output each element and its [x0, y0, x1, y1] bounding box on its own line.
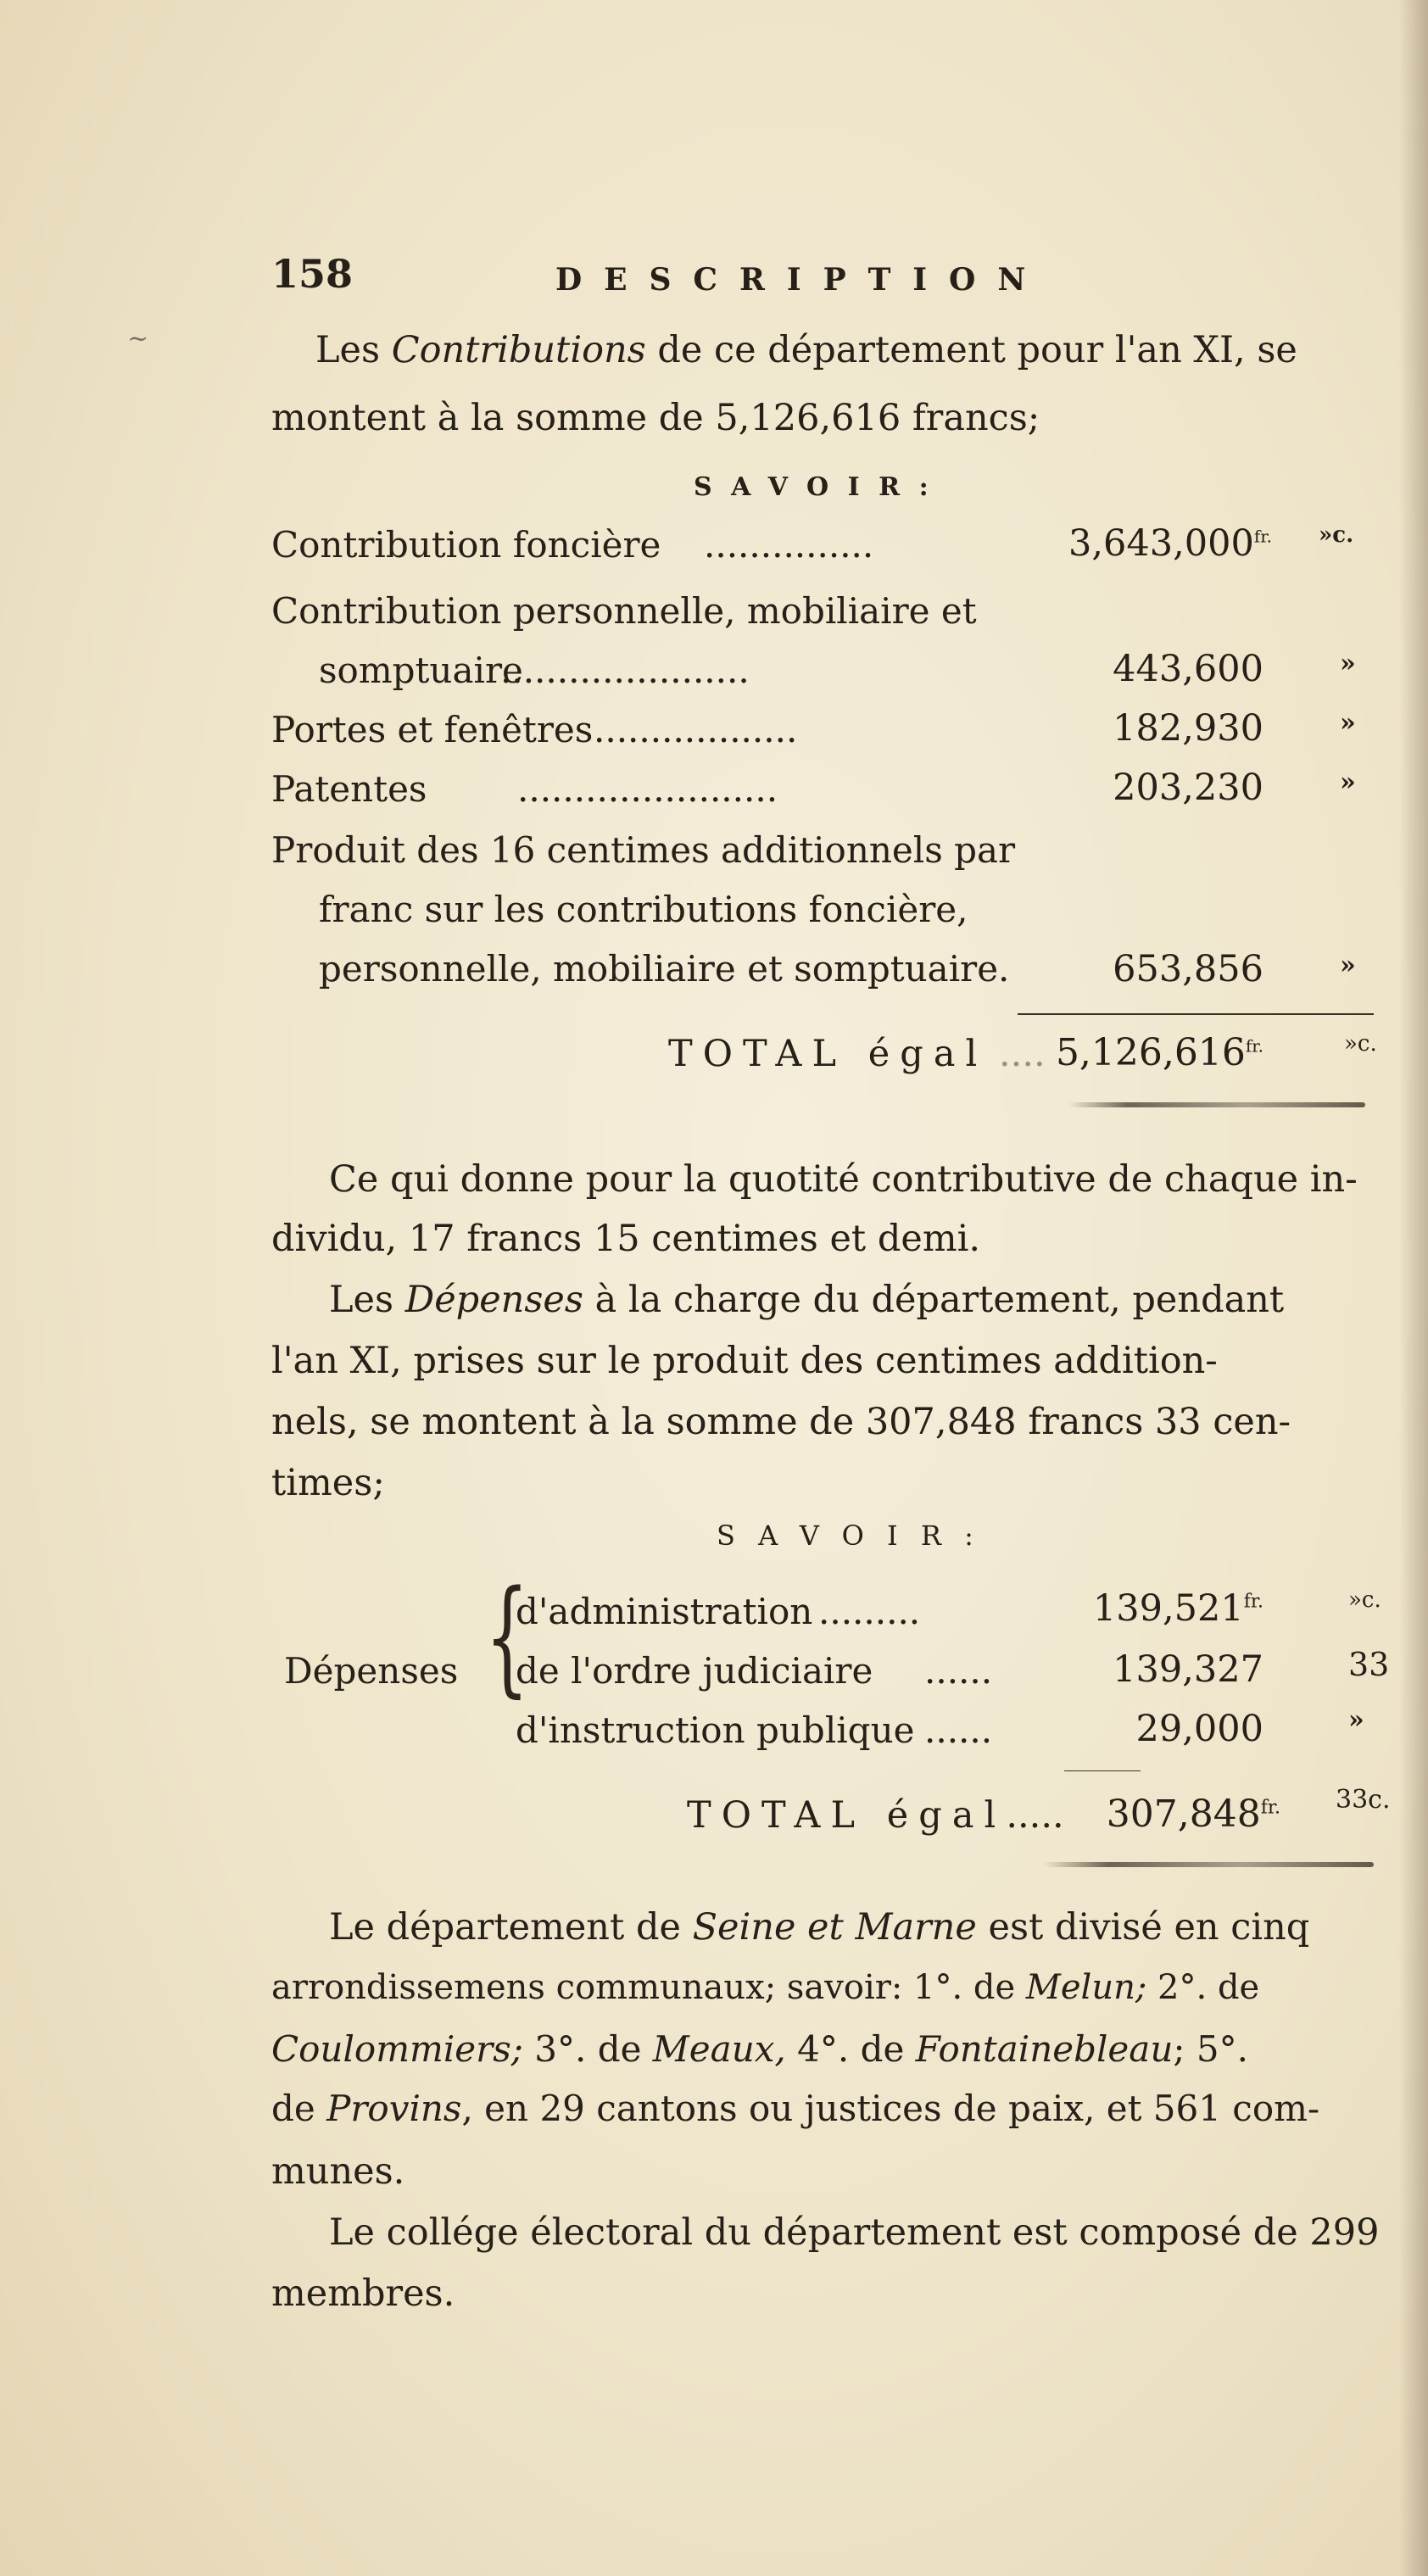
paragraph-text: Le département de [329, 1906, 693, 1949]
amount-unit: fr. [1245, 1035, 1263, 1057]
contribution-label: Portes et fenêtres [271, 709, 594, 750]
paragraph-italic: Dépenses [404, 1279, 583, 1321]
page-edge-shadow [1399, 0, 1428, 2576]
depense-cents: »c. [1348, 1587, 1381, 1613]
contribution-cents: » [1340, 649, 1356, 678]
amount-value: 3,643,000 [1068, 522, 1254, 565]
contribution-dots: ....................... [517, 768, 778, 810]
contribution-label-cont: franc sur les contributions foncière, [319, 889, 968, 930]
depense-cents: 33 [1348, 1646, 1390, 1683]
arrondissements-line-4 [271, 2088, 1320, 2129]
sum-rule [1064, 1770, 1141, 1771]
savoir-heading-2: SAVOIR: [717, 1519, 997, 1552]
paragraph-italic: Coulommiers; [271, 2028, 523, 2070]
intro-italic: Contributions [391, 329, 646, 371]
contribution-cents: »c. [1319, 522, 1354, 548]
contribution-dots: ...................... [500, 650, 750, 691]
paragraph-italic: Meaux, [652, 2028, 786, 2070]
depense-dots: ......... [818, 1591, 921, 1632]
amount-unit: fr. [1253, 526, 1272, 547]
depense-cents: » [1348, 1705, 1364, 1735]
amount-value: 139,521 [1092, 1587, 1244, 1630]
depenses-line-4: times; [271, 1462, 385, 1504]
brace-icon: { [485, 1564, 529, 1709]
depense-dots: ...... [924, 1709, 993, 1751]
depenses-group-label: Dépenses [284, 1650, 459, 1692]
running-title: DESCRIPTION [555, 262, 1048, 298]
college-line-2: membres. [271, 2272, 455, 2315]
depense-dots: ...... [924, 1650, 993, 1692]
depense-amount: 139,327 [1113, 1648, 1263, 1691]
paragraph-italic: Provins [326, 2088, 462, 2129]
underline-smudge [1043, 1862, 1374, 1867]
quotite-line-2: dividu, 17 francs 15 centimes et demi. [271, 1218, 981, 1260]
depense-label: d'administration [516, 1591, 813, 1632]
contribution-amount: 653,856 [1113, 948, 1263, 990]
contribution-label: Contribution personnelle, mobiliaire et [271, 590, 977, 632]
college-line-1: Le collége électoral du département est composé de 299 [329, 2211, 1380, 2254]
intro-text: Les [315, 329, 392, 371]
depense-label: de l'ordre judiciaire [516, 1650, 873, 1692]
paragraph-italic: Melun; [1025, 1968, 1147, 2007]
total-amount [1068, 1793, 1280, 1836]
contribution-cents: » [1340, 951, 1356, 980]
paragraph-text: de [271, 2088, 327, 2129]
intro-text: de ce département pour l'an XI, se [645, 329, 1297, 371]
contribution-dots: ............... [704, 524, 874, 566]
paragraph-text: ; 5°. [1173, 2028, 1248, 2070]
total-cents: »c. [1344, 1031, 1377, 1057]
amount-unit: fr. [1243, 1591, 1263, 1613]
page-number: 158 [271, 251, 354, 297]
amount-unit: fr. [1260, 1797, 1280, 1819]
contribution-label-cont: somptuaire [319, 650, 523, 691]
contribution-amount: 443,600 [1113, 648, 1263, 690]
total-cents: 33c. [1336, 1785, 1391, 1815]
contribution-cents: » [1340, 767, 1356, 797]
contribution-amount [1068, 522, 1272, 565]
depense-label: d'instruction publique [516, 1709, 915, 1751]
depense-amount: 29,000 [1135, 1708, 1263, 1750]
margin-mark: ~ [127, 324, 149, 354]
paragraph-text: est divisé en cinq [976, 1906, 1310, 1949]
paragraph-text: 3°. de [522, 2028, 653, 2070]
depenses-line-2: l'an XI, prises sur le produit des centimes addition- [271, 1340, 1218, 1382]
contribution-label: Patentes [271, 768, 427, 810]
intro-line-1 [315, 329, 1297, 371]
paragraph-italic: Fontainebleau [915, 2028, 1174, 2070]
contribution-amount: 182,930 [1113, 707, 1263, 750]
contribution-label-cont: personnelle, mobiliaire et somptuaire. [319, 948, 1010, 990]
depense-amount [1068, 1587, 1263, 1630]
total-row [668, 1033, 1046, 1075]
total-label: TOTAL égal [668, 1033, 988, 1075]
quotite-line-1: Ce qui donne pour la quotité contributive de chaque in- [329, 1158, 1358, 1201]
paragraph-text: à la charge du département, pendant [583, 1279, 1285, 1321]
contribution-dots: .................. [594, 709, 798, 750]
arrondissements-line-5: munes. [271, 2150, 405, 2193]
contribution-amount: 203,230 [1113, 767, 1263, 809]
paragraph-text: 2°. de [1146, 1968, 1260, 2007]
paragraph-text: Les [329, 1279, 405, 1321]
contribution-cents: » [1340, 708, 1356, 738]
paragraph-text: 4°. de [785, 2028, 916, 2070]
amount-value: 5,126,616 [1055, 1031, 1246, 1074]
amount-value: 307,848 [1106, 1793, 1261, 1836]
sum-rule [1018, 1013, 1374, 1015]
arrondissements-line-3 [271, 2028, 1248, 2070]
paragraph-text: arrondissemens communaux; savoir: 1°. de [271, 1968, 1026, 2007]
total-dots: ..... [1006, 1794, 1064, 1837]
underline-smudge [1068, 1102, 1365, 1107]
intro-line-2: montent à la somme de 5,126,616 francs; [271, 397, 1040, 439]
paragraph-text: , en 29 cantons ou justices de paix, et 561 com- [461, 2088, 1320, 2129]
contribution-label: Contribution foncière [271, 524, 661, 566]
depenses-line-1 [329, 1279, 1285, 1321]
arrondissements-line-2 [271, 1968, 1260, 2007]
paragraph-italic: Seine et Marne [692, 1906, 977, 1949]
contribution-label: Produit des 16 centimes additionnels par [271, 829, 1016, 871]
arrondissements-line-1 [329, 1906, 1310, 1949]
savoir-heading-1: SAVOIR: [694, 472, 948, 502]
total-dots: .... [998, 1033, 1046, 1075]
total-row [687, 1794, 1064, 1837]
depenses-line-3: nels, se montent à la somme de 307,848 francs 33 cen- [271, 1401, 1291, 1443]
total-label: TOTAL égal [687, 1794, 1007, 1837]
total-amount [1043, 1031, 1263, 1074]
